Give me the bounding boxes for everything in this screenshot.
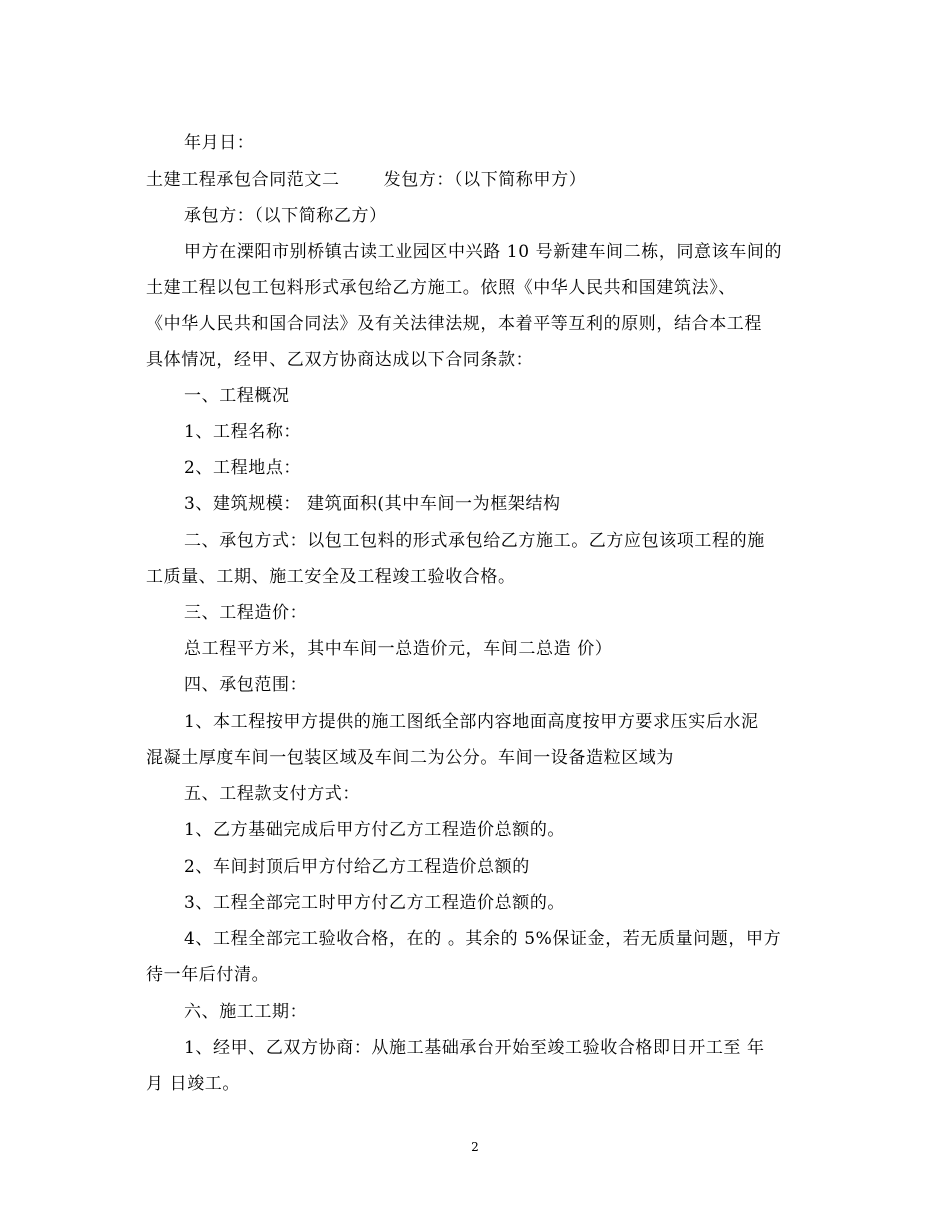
section-heading: 三、工程造价： bbox=[184, 603, 308, 623]
paragraph-line: 待一年后付清。 bbox=[146, 965, 270, 985]
paragraph-line: 具体情况，经甲、乙双方协商达成以下合同条款： bbox=[146, 350, 534, 370]
document-title: 土建工程承包合同范文二 bbox=[146, 170, 340, 190]
title-line bbox=[146, 168, 586, 192]
paragraph-line: 甲方在溧阳市别桥镇古读工业园区中兴路 10 号新建车间二栋，同意该车间的 bbox=[184, 242, 783, 262]
list-item: 1、经甲、乙双方协商：从施工基础承台开始至竣工验收合格即日开工至 年 bbox=[184, 1038, 765, 1058]
section-heading: 二、承包方式：以包工包料的形式承包给乙方施工。乙方应包该项工程的施 bbox=[184, 531, 765, 551]
section-heading: 六、施工工期： bbox=[184, 1002, 308, 1022]
paragraph-line: 工质量、工期、施工安全及工程竣工验收合格。 bbox=[146, 567, 516, 587]
list-item: 4、工程全部完工验收合格，在的 。其余的 5%保证金，若无质量问题，甲方 bbox=[184, 929, 782, 949]
list-item: 2、工程地点： bbox=[184, 458, 302, 478]
list-item: 3、建筑规模： 建筑面积(其中车间一为框架结构 bbox=[184, 494, 561, 514]
section-heading: 四、承包范围： bbox=[184, 675, 308, 695]
date-line: 年月日： bbox=[184, 133, 255, 153]
list-item: 3、工程全部完工时甲方付乙方工程造价总额的。 bbox=[184, 893, 566, 913]
paragraph-line: 月 日竣工。 bbox=[146, 1074, 241, 1094]
section-heading: 五、工程款支付方式： bbox=[184, 784, 360, 804]
paragraph-line: 土建工程以包工包料形式承包给乙方施工。依照《中华人民共和国建筑法》、 bbox=[146, 278, 736, 298]
list-item: 1、乙方基础完成后甲方付乙方工程造价总额的。 bbox=[184, 820, 566, 840]
page-number: 2 bbox=[471, 1140, 479, 1154]
section-heading: 一、工程概况 bbox=[184, 386, 290, 406]
list-item: 2、车间封顶后甲方付给乙方工程造价总额的 bbox=[184, 857, 530, 877]
party-a-label: 发包方：（以下简称甲方） bbox=[383, 170, 587, 190]
party-b-label: 承包方：（以下简称乙方） bbox=[184, 206, 387, 226]
paragraph-line: 《中华人民共和国合同法》及有关法律法规，本着平等互利的原则，结合本工程 bbox=[146, 314, 762, 334]
paragraph-line: 总工程平方米，其中车间一总造价元，车间二总造 价） bbox=[184, 639, 613, 659]
list-item: 1、工程名称： bbox=[184, 422, 302, 442]
list-item: 1、本工程按甲方提供的施工图纸全部内容地面高度按甲方要求压实后水泥 bbox=[184, 712, 759, 732]
paragraph-line: 混凝土厚度车间一包装区域及车间二为公分。车间一设备造粒区域为 bbox=[146, 748, 674, 768]
